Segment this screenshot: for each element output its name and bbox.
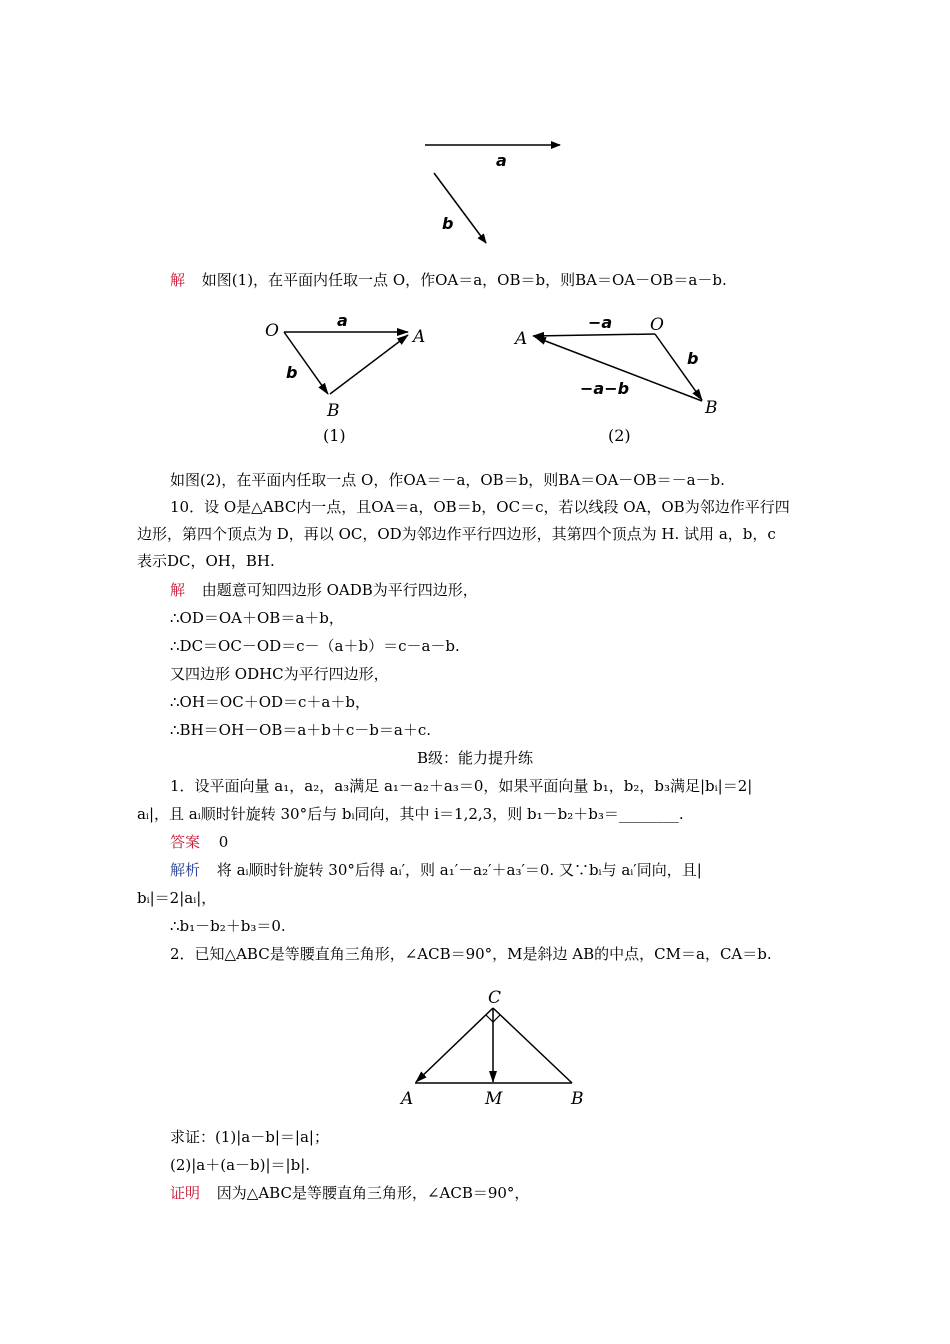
text-line-19: 求证：(1)|a－b|＝|a|； [170, 1128, 329, 1146]
fig1-point-O: O [265, 321, 279, 341]
fig2-label-b: b [687, 349, 699, 368]
text-line-3: 10．设 O是△ABC内一点，且OA＝a，OB＝b，OC＝c，若以线段 OA，OB为邻边作平行四 [170, 498, 790, 516]
point-B: B [571, 1089, 584, 1109]
text-line-4: 边形，第四个顶点为 D，再以 OC，OD为邻边作平行四边形，其第四个顶点为 H. 试用 a，b，c [137, 525, 776, 543]
answer-text: 0 [218, 833, 229, 851]
point-A: A [401, 1089, 414, 1109]
text-line-5: 表示DC，OH，BH. [137, 552, 275, 570]
fig2-label-neg-a: −a [588, 313, 613, 332]
fig1-vector-ba [330, 335, 408, 394]
text-line-2: 如图(2)，在平面内任取一点 O，作OA＝－a，OB＝b，则BA＝OA－OB＝－a－b. [170, 471, 725, 489]
point-M: M [485, 1089, 503, 1109]
proof-line [170, 1183, 529, 1203]
fig1-label-a: a [337, 311, 348, 330]
vector-a-label: a [496, 151, 507, 170]
text-line-18: 2．已知△ABC是等腰直角三角形，∠ACB＝90°，M是斜边 AB的中点，CM＝a，CA＝b. [170, 945, 772, 963]
fig2-label-neg-a-b: −a−b [580, 379, 630, 398]
text-line-8: ∴DC＝OC－OD＝c－（a＋b）＝c－a－b. [170, 637, 460, 655]
figure-vectors-ab [405, 128, 575, 258]
answer-line [170, 832, 228, 852]
answer-tag: 答案 [170, 833, 201, 851]
solution-line-1 [170, 270, 727, 290]
text-line-9: 又四边形 ODHC为平行四边形， [170, 665, 389, 683]
figure-triangles [250, 298, 740, 462]
fig2-vector-neg-a [533, 334, 655, 336]
figure-isosceles-triangle [385, 975, 600, 1115]
solution-text: 由题意可知四边形 OADB为平行四边形， [201, 581, 478, 599]
fig1-caption: (1) [323, 426, 346, 445]
solution-text: 如图(1)，在平面内任取一点 O，作OA＝a，OB＝b，则BA＝OA－OB＝a－b. [201, 271, 727, 289]
text-line-12: 1．设平面向量 a₁，a₂，a₃满足 a₁－a₂＋a₃＝0，如果平面向量 b₁，b₂，b₃满足|bᵢ|＝2| [170, 777, 753, 795]
section-heading: B级：能力提升练 [416, 749, 534, 767]
fig2-point-A: A [515, 329, 528, 349]
solution-tag: 解 [170, 581, 186, 599]
text-line-13: aᵢ|，且 aᵢ顺时针旋转 30°后与 bᵢ同向，其中 i＝1,2,3，则 b₁－b₂＋b₃＝________. [137, 805, 684, 823]
vector-CA [416, 1008, 493, 1082]
text-line-16: bᵢ|＝2|aᵢ|， [137, 889, 217, 907]
proof-text: 因为△ABC是等腰直角三角形，∠ACB＝90°， [216, 1184, 530, 1202]
fig2-point-B: B [705, 398, 718, 418]
fig2-caption: (2) [608, 426, 631, 445]
vector-b-label: b [442, 214, 454, 233]
fig1-point-A: A [413, 327, 426, 347]
analysis-tag: 解析 [170, 861, 201, 879]
text-line-11: ∴BH＝OH－OB＝a＋b＋c－b＝a＋c. [170, 721, 432, 739]
side-CB [493, 1008, 572, 1083]
analysis-line [170, 860, 702, 880]
text-line-20: (2)|a＋(a－b)|＝|b|. [170, 1156, 311, 1174]
analysis-text: 将 aᵢ顺时针旋转 30°后得 aᵢ′，则 a₁′－a₂′＋a₃′＝0. 又∵bᵢ与 aᵢ′同向，且| [216, 861, 702, 879]
text-line-7: ∴OD＝OA＋OB＝a＋b， [170, 609, 344, 627]
proof-tag: 证明 [170, 1184, 201, 1202]
text-line-10: ∴OH＝OC＋OD＝c＋a＋b， [170, 693, 370, 711]
text-line-17: ∴b₁－b₂＋b₃＝0. [170, 917, 286, 935]
fig1-point-B: B [327, 401, 340, 421]
solution-line-2 [170, 580, 478, 600]
fig1-label-b: b [286, 363, 298, 382]
solution-tag: 解 [170, 271, 186, 289]
point-C: C [488, 988, 502, 1008]
fig2-point-O: O [650, 315, 664, 335]
